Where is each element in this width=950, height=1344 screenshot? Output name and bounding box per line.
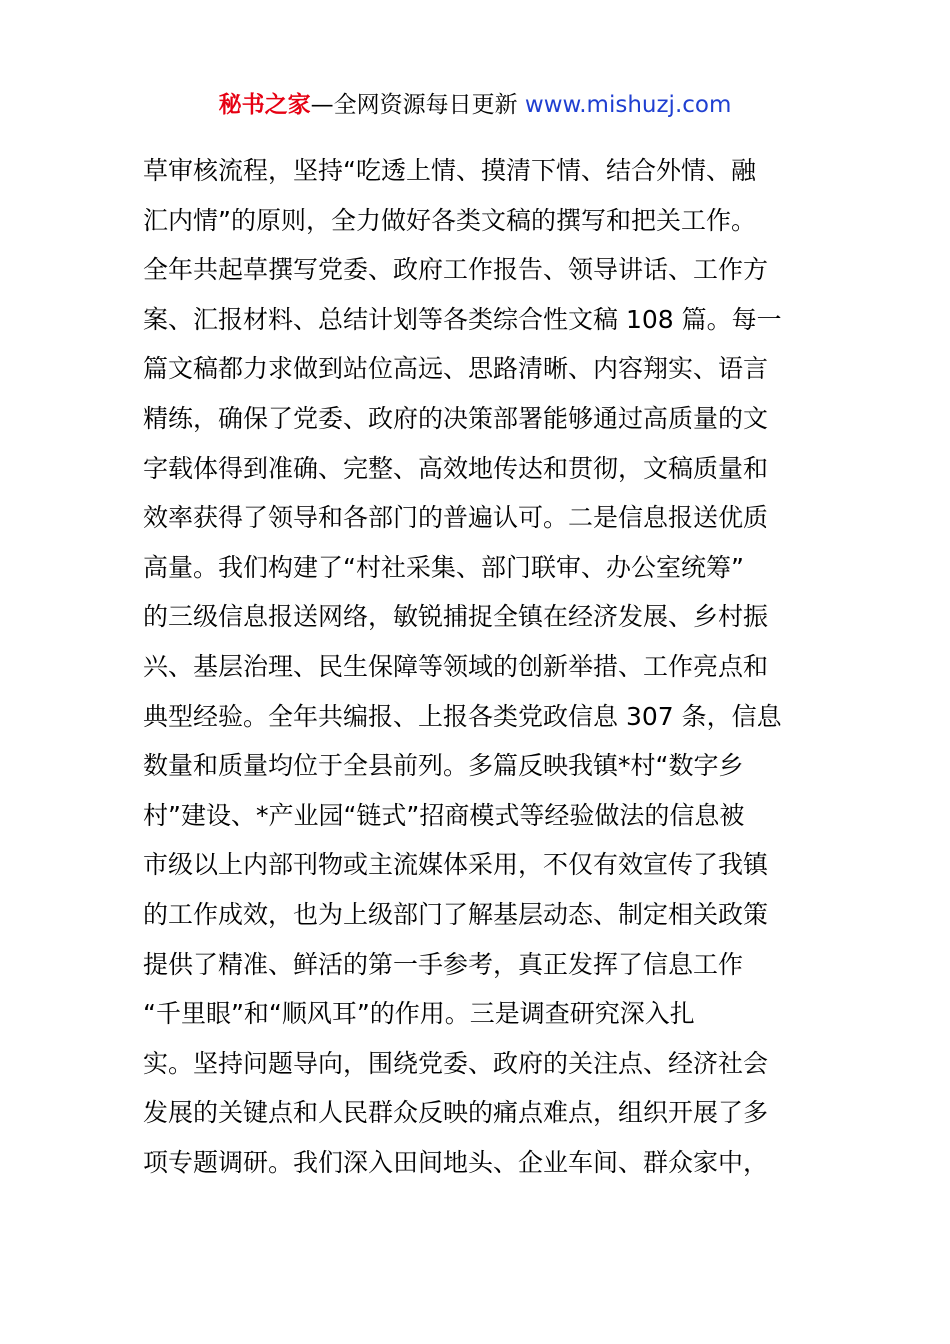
document-body (143, 146, 813, 1187)
body-line: 典型经验。全年共编报、上报各类党政信息 307 条，信息 (143, 701, 782, 731)
body-line: 案、汇报材料、总结计划等各类综合性文稿 108 篇。每一 (143, 304, 782, 334)
body-line: 全年共起草撰写党委、政府工作报告、领导讲话、工作方 (143, 255, 769, 285)
body-line: 村”建设、*产业园“链式”招商模式等经验做法的信息被 (143, 800, 745, 830)
page-header (0, 88, 950, 122)
site-name: 秘书之家 (218, 92, 311, 118)
body-line: 提供了精准、鲜活的第一手参考，真正发挥了信息工作 (143, 949, 744, 979)
body-line: 篇文稿都力求做到站位高远、思路清晰、内容翔实、语言 (143, 354, 769, 384)
body-line: 字载体得到准确、完整、高效地传达和贯彻，文稿质量和 (143, 453, 769, 483)
body-line: 数量和质量均位于全县前列。多篇反映我镇*村“数字乡 (143, 751, 744, 781)
body-line: 实。坚持问题导向，围绕党委、政府的关注点、经济社会 (143, 1048, 769, 1078)
body-line: 精练，确保了党委、政府的决策部署能够通过高质量的文 (143, 403, 769, 433)
body-line: 高量。我们构建了“村社采集、部门联审、办公室统筹” (143, 552, 744, 582)
body-line: 的工作成效，也为上级部门了解基层动态、制定相关政策 (143, 899, 769, 929)
body-line: “千里眼”和“顺风耳”的作用。三是调查研究深入扎 (143, 999, 695, 1029)
body-line: 发展的关键点和人民群众反映的痛点难点，组织开展了多 (143, 1098, 769, 1128)
body-line: 效率获得了领导和各部门的普遍认可。二是信息报送优质 (143, 503, 769, 533)
body-line: 的三级信息报送网络，敏锐捕捉全镇在经济发展、乡村振 (143, 602, 769, 632)
body-line: 草审核流程，坚持“吃透上情、摸清下情、结合外情、融 (143, 156, 756, 185)
body-line: 市级以上内部刊物或主流媒体采用，不仅有效宣传了我镇 (143, 850, 769, 880)
body-line: 兴、基层治理、民生保障等领域的创新举措、工作亮点和 (143, 651, 769, 681)
body-line: 汇内情”的原则，全力做好各类文稿的撰写和把关工作。 (143, 205, 756, 235)
body-line: 项专题调研。我们深入田间地头、企业车间、群众家中， (143, 1147, 769, 1177)
header-tagline: —全网资源每日更新 (310, 92, 525, 118)
site-url-link[interactable]: www.mishuzj.com (524, 92, 732, 118)
